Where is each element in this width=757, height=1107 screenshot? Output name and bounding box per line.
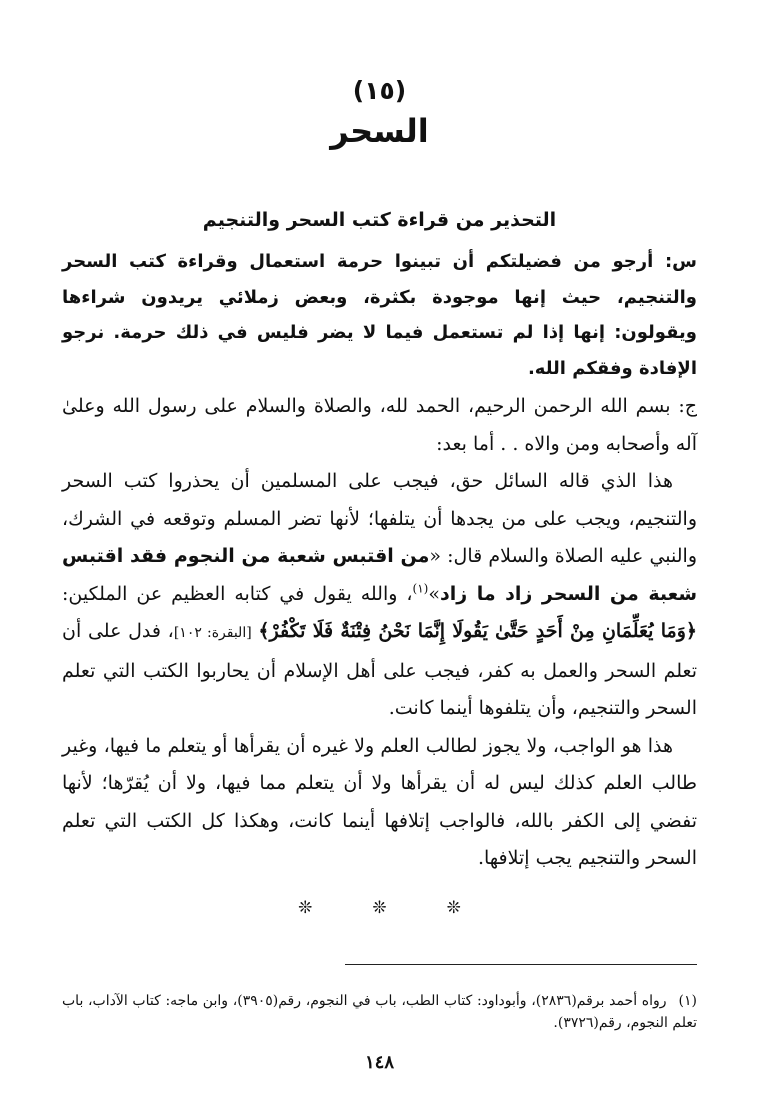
separator-star-icon: ❊ <box>372 898 387 918</box>
quran-verse: ﴿وَمَا يُعَلِّمَانِ مِنْ أَحَدٍ حَتَّىٰ يَقُولَا إِنَّمَا نَحْنُ فِتْنَةٌ فَلَا تَكْفُرْ﴾ <box>258 620 698 642</box>
footnote-text: رواه أحمد برقم(٢٨٣٦)، وأبوداود: كتاب الطب، باب في النجوم، رقم(٣٩٠٥)، وابن ماجه: كتاب الآداب، باب تعلم النجوم، رقم(٣٧٢٦). <box>62 993 697 1031</box>
footnote-reference: (١) <box>412 581 429 596</box>
answer-text-part1: هذا الذي قاله السائل حق، فيجب على المسلمين أن يحذروا كتب السحر والتنجيم، ويجب على من يجدها أن يتلفها؛ لأنها تضر المسلم وتوقعه في الشرك، والنبي عليه الصلاة والسلام قال: « <box>62 470 697 567</box>
footnote-divider <box>345 964 697 965</box>
page-number: ١٤٨ <box>364 1052 394 1073</box>
chapter-number: (١٥) <box>352 76 407 105</box>
verse-reference: [البقرة: ١٠٢] <box>173 625 252 641</box>
footnote-number: (١) <box>678 993 698 1009</box>
document-page <box>62 0 697 1107</box>
footnote <box>62 990 697 1034</box>
separator-star-icon: ❊ <box>298 898 313 918</box>
answer-paragraph-1 <box>62 463 697 728</box>
answer-paragraph-2: هذا هو الواجب، ولا يجوز لطالب العلم ولا غيره أن يقرأها أو يتعلم ما فيها، وغير طالب العلم كذلك ليس له أن يقرأها ولا أن يتعلم مما فيها، ولا أن يُقرّها؛ لأنها تفضي إلى الكفر بالله، فالواجب إتلافها أينما كانت، وهكذا كل الكتب التي تعلم السحر والتنجيم يجب إتلافها. <box>62 734 697 869</box>
section-heading: التحذير من قراءة كتب السحر والتنجيم <box>202 209 557 231</box>
answer-opening: ج: بسم الله الرحمن الرحيم، الحمد لله، والصلاة والسلام على رسول الله وعلىٰ آله وأصحابه ومن والاه . . أما بعد: <box>62 395 697 455</box>
hadith-close-quote: » <box>428 582 440 605</box>
answer-text-part2: ، والله يقول في كتابه العظيم عن الملكين: <box>62 582 413 605</box>
answer-text-part3: ، فدل على أن تعلم السحر والعمل به كفر، فيجب على أهل الإسلام أن يحاربوا الكتب التي تعلم السحر والتنجيم، وأن يتلفوها أينما كانت. <box>62 620 697 719</box>
body-text <box>62 244 697 878</box>
question-paragraph: س: أرجو من فضيلتكم أن تبينوا حرمة استعمال وقراءة كتب السحر والتنجيم، حيث إنها موجودة بكثرة، وبعض زملائي يريدون شراءها ويقولون: إنها إذا لم تستعمل فيما لا يضر فليس في ذلك حرمة. نرجو الإفادة وفقكم الله. <box>62 251 697 379</box>
separator-star-icon: ❊ <box>446 898 461 918</box>
hadith-quote: من اقتبس شعبة من النجوم فقد اقتبس شعبة من السحر زاد ما زاد <box>62 545 698 605</box>
chapter-title: السحر <box>330 112 429 150</box>
section-separator <box>62 898 697 918</box>
